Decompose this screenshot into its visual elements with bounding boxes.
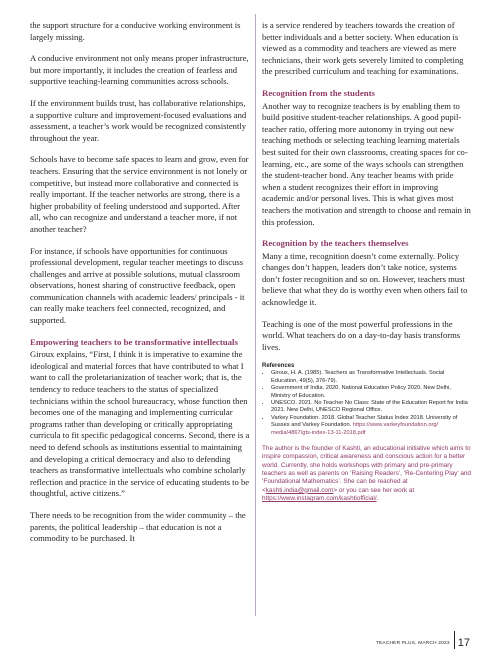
author-instagram-link[interactable]: https://www.instagram.com/kashtiofficial/ <box>262 495 377 503</box>
right-column <box>262 20 472 504</box>
references-title: References <box>262 363 295 370</box>
publication-label: TEACHER PLUS, MARCH 2023 <box>375 641 450 646</box>
reference-item: • Giroux, H. A. (1985). Teachers as Transformative Intellectuals. Social Education, 49(5), 376-79). <box>271 370 472 384</box>
page-number: 17 <box>457 637 470 649</box>
paragraph: is a service rendered by teachers towards the creation of better individuals and a better society. When education is viewed as a commodity and teachers are viewed as mere technicians, their work gets severely limited to completing the prescribed curriculum and teaching for examinations. <box>262 20 464 77</box>
page-footer <box>376 631 470 649</box>
paragraph: Schools have to become safe spaces to learn and grow, even for teachers. Ensuring that the service environment is not lonely or competitive, but instead more collaborative and connected is really important. If the teacher networks are strong, there is a higher probability of feeling understood and supported. After all, who can recognize and understand a teacher more, if not another teacher? <box>30 154 249 234</box>
paragraph: Teaching is one of the most powerful professions in the world. What teachers do on a day-to-day basis transforms lives. <box>262 318 461 352</box>
reference-text: Varkey Foundation. 2018. Global Teacher Status Index 2018. University of Sussex and Varkey Foundation. <box>271 415 458 429</box>
reference-item <box>271 415 472 437</box>
paragraph: Another way to recognize teachers is by enabling them to build positive student-teacher relationships. A good pupil-teacher ratio, offering more autonomy in trying out new teaching methods or selecting teaching learning materials best suited for their own classrooms, creating spaces for co-learning, etc., are some of the ways schools can strengthen the student-teacher bond. Any teacher beams with pride when a student recognizes their effort in improving academic and/or personal lives. This is what gives most teachers the motivation and strength to choose and remain in this profession. <box>262 100 471 227</box>
author-bio <box>262 445 472 504</box>
references-list <box>262 370 472 436</box>
paragraph: the support structure for a conducive working environment is largely missing. <box>30 20 241 42</box>
paragraph: For instance, if schools have opportunities for continuous professional development, regular teacher meetings to discuss challenges and arrive at possible solutions, mutual classroom observations, honest sharing of constructive feedback, open communication channels with academic leaders/ principals - it can really make teachers feel connected, recognized, and supported. <box>30 245 245 326</box>
reference-item: • Government of India. 2020. National Education Policy 2020. New Delhi, Ministry of Education. <box>271 385 472 399</box>
paragraph: A conducive environment not only means proper infrastructure, but more importantly, it includes the creation of fearless and supportive teaching-learning communities across schools. <box>30 53 249 87</box>
references-section <box>262 363 472 436</box>
paragraph: Many a time, recognition doesn’t come externally. Policy changes don’t happen, leaders don’t take notice, systems don’t foster recognition and so on. However, teachers must believe that what they do is worthy even when others fail to acknowledge it. <box>262 250 468 308</box>
reference-item: • UNESCO. 2021. No Teacher No Class: State of the Education Report for India 2021. New Delhi, UNESCO Regional Office. <box>271 400 472 414</box>
author-email-link[interactable]: kashti.india@gmail.com <box>265 486 334 494</box>
section-heading-teachers: Recognition by the teachers themselves <box>262 238 409 249</box>
section-heading-empowering: Empowering teachers to be transformative intellectuals <box>30 336 238 347</box>
paragraph-giroux-quote: Giroux explains, “First, I think it is imperative to examine the ideological and material forces that have contributed to what I want to call the proletarianization of teacher work; that is, the tendency to reduce teachers to the status of specialized technicians within the school bureaucracy, whose function then becomes one of the managing and implementing curricular programs rather than developing or critically appropriating curricula to fit specific pedagogical concerns. Second, there is a need to defend schools as institutions essential to maintaining and developing a critical democracy and also to defending teachers as transformative intellectuals who combine scholarly reflection and practice in the service of educating students to be thoughtful, active citizens.” <box>30 349 250 499</box>
reference-link[interactable]: https://www.varkeyfoundation.org/ media/4867/gts-index-13-11-2018.pdf <box>271 422 439 436</box>
author-bio-text: . <box>376 495 379 503</box>
section-heading-students: Recognition from the students <box>262 87 375 98</box>
footer-divider <box>454 631 455 649</box>
paragraph: There needs to be recognition from the wider community – the parents, the political leadership – that education is not a commodity to be purchased. It <box>30 509 246 544</box>
column-divider <box>255 14 256 616</box>
author-bio-text: > or you can see her work at <box>333 486 415 494</box>
paragraph: If the environment builds trust, has collaborative relationships, a supportive culture and improvement-focused evaluations and assessment, a teacher’s work would be recognized consistently throughout the year. <box>30 97 247 143</box>
left-column <box>30 20 250 555</box>
author-bio-text: The author is the founder of Kashti, an educational initiative which aims to inspire compassion, critical awareness and conscious action for a better world. Currently, she holds workshops with primary and pre-primary teachers as well as parents on ‘Raising Readers’, ‘Re-Centering Play’ and ‘Foundational Mathematics’. She can be reached at < <box>262 444 471 494</box>
